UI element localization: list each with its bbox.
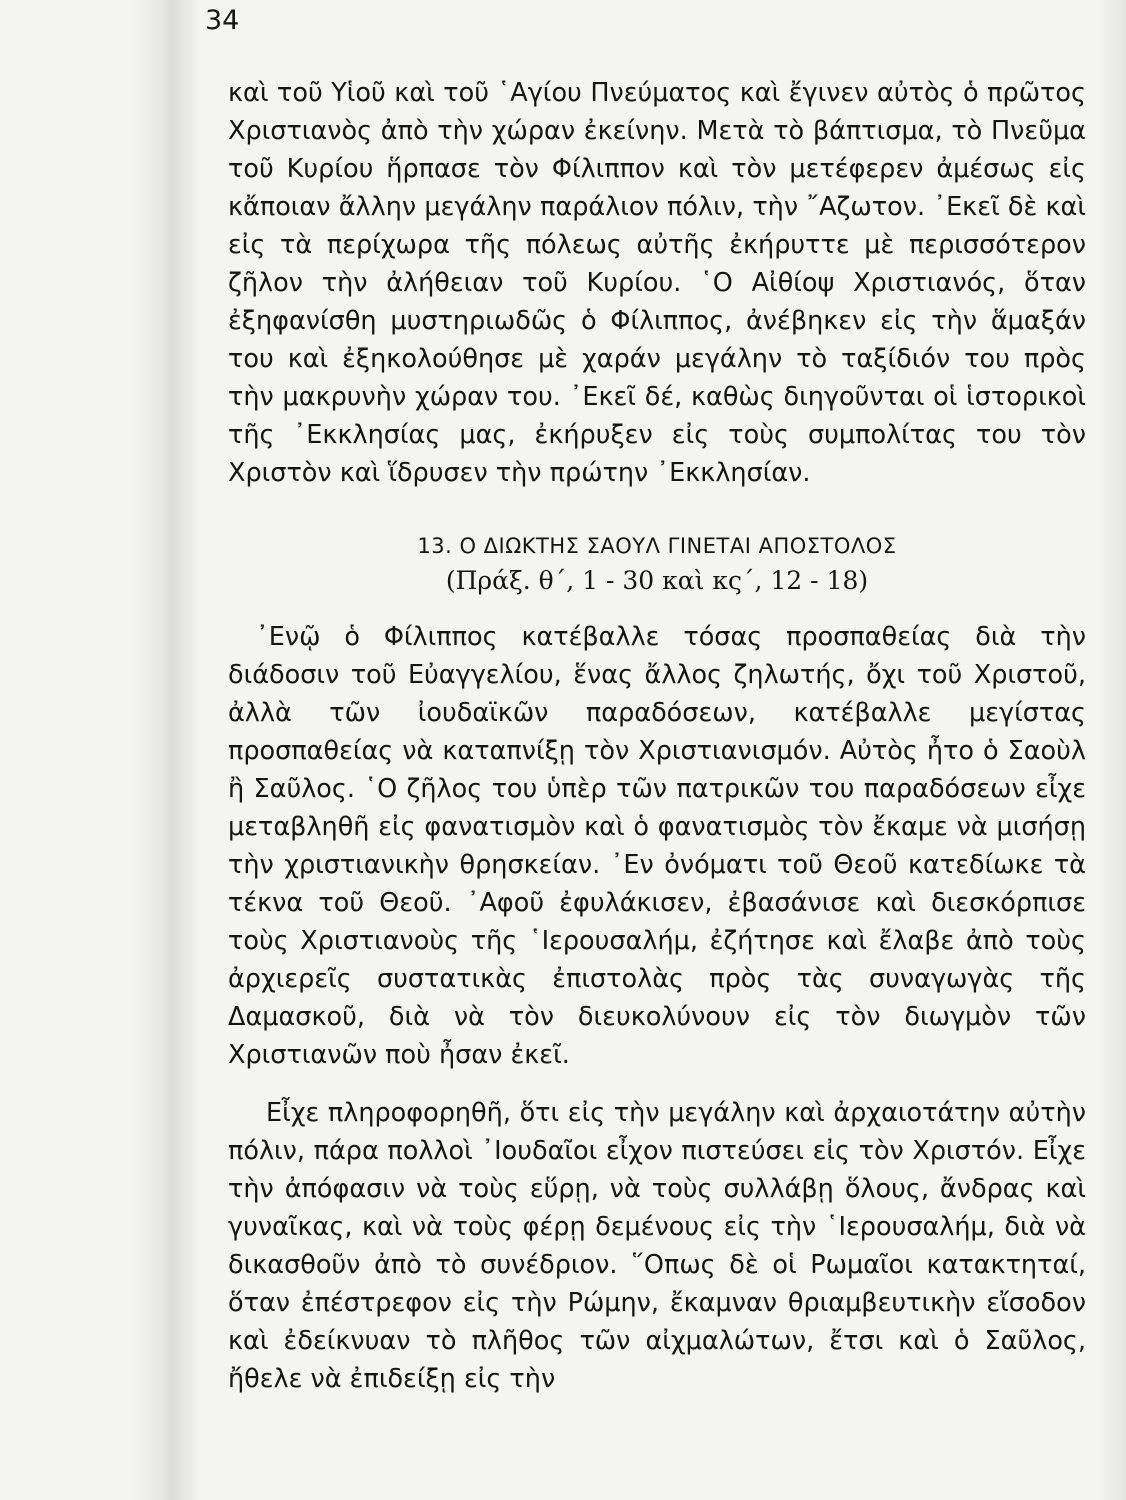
section-heading: 13. Ο ΔΙΩΚΤΗΣ ΣΑΟΥΛ ΓΙΝΕΤΑΙ ΑΠΟΣΤΟΛΟΣ	[417, 534, 897, 558]
paragraph-text: καὶ τοῦ Υἱοῦ καὶ τοῦ ῾Αγίου Πνεύματος καὶ ἔγινεν αὐτὸς ὁ πρῶτος Χριστιανὸς ἀπὸ τὴν χώραν ἐκείνην. Μετὰ τὸ βάπτισμα, τὸ Πνεῦμα τοῦ Κυρίου ἥρπασε τὸν Φίλιππον καὶ τὸν μετέφερεν ἀμέσως εἰς κἄποιαν ἄλλην μεγάλην παράλιον πόλιν, τὴν ῎Αζωτον. ᾿Εκεῖ δὲ καὶ εἰς τὰ περίχωρα τῆς πόλεως αὐτῆς ἐκήρυττε μὲ περισσότερον ζῆλον τὴν ἀλήθειαν τοῦ Κυρίου. ῾Ο Αἰθίοψ Χριστιανός, ὅταν ἐξηφανίσθη μυστηριωδῶς ὁ Φίλιππος, ἀνέβηκεν εἰς τὴν ἅμαξάν του καὶ ἐξηκολούθησε μὲ χαράν μεγάλην τὸ ταξίδιόν του πρὸς τὴν μακρυνὴν χώραν του. ᾿Εκεῖ δέ, καθὼς διηγοῦνται οἱ ἱστορικοὶ τῆς ᾿Εκκλησίας μας, ἐκήρυξεν εἰς τοὺς συμπολίτας του τὸν Χριστὸν καὶ ἵδρυσεν τὴν πρώτην ᾿Εκκλησίαν.	[228, 78, 1086, 488]
section-reference: (Πράξ. θ΄, 1 - 30 καὶ κς΄, 12 - 18)	[445, 566, 869, 595]
paragraph-2	[228, 618, 1086, 1074]
paragraph-text: ᾿Ενῷ ὁ Φίλιππος κατέβαλλε τόσας προσπαθείας διὰ τὴν διάδοσιν τοῦ Εὐαγγελίου, ἕνας ἄλλος ζηλωτής, ὄχι τοῦ Χριστοῦ, ἀλλὰ τῶν ἰουδαϊκῶν παραδόσεων, κατέβαλλε μεγίστας προσπαθείας νὰ καταπνίξῃ τὸν Χριστιανισμόν. Αὐτὸς ἦτο ὁ Σαοὺλ ἢ Σαῦλος. ῾Ο ζῆλος του ὑπὲρ τῶν πατρικῶν του παραδόσεων εἶχε μεταβληθῆ εἰς φανατισμὸν καὶ ὁ φανατισμὸς τὸν ἔκαμε νὰ μισήσῃ τὴν χριστιανικὴν θρησκείαν. ᾿Εν ὀνόματι τοῦ Θεοῦ κατεδίωκε τὰ τέκνα τοῦ Θεοῦ. ᾿Αφοῦ ἐφυλάκισεν, ἐβασάνισε καὶ διεσκόρπισε τοὺς Χριστιανοὺς τῆς ῾Ιερουσαλήμ, ἐζήτησε καὶ ἔλαβε ἀπὸ τοὺς ἀρχιερεῖς συστατικὰς ἐπιστολὰς πρὸς τὰς συναγωγὰς τῆς Δαμασκοῦ, διὰ νὰ τὸν διευκολύνουν εἰς τὸν διωγμὸν τῶν Χριστιανῶν ποὺ ἦσαν ἐκεῖ.	[228, 622, 1086, 1070]
paragraph-3	[228, 1094, 1086, 1398]
page-edge-shadow	[1096, 0, 1126, 1500]
page-number: 34	[205, 5, 240, 36]
paragraph-text: Εἶχε πληροφορηθῆ, ὅτι εἰς τὴν μεγάλην καὶ ἀρχαιοτάτην αὐτὴν πόλιν, πάρα πολλοὶ ᾿Ιουδαῖοι εἶχον πιστεύσει εἰς τὸν Χριστόν. Εἶχε τὴν ἀπόφασιν νὰ τοὺς εὕρῃ, νὰ τοὺς συλλάβῃ ὅλους, ἄνδρας καὶ γυναῖκας, καὶ νὰ τοὺς φέρῃ δεμένους εἰς τὴν ῾Ιερουσαλήμ, διὰ νὰ δικασθοῦν ἀπὸ τὸ συνέδριον. ῞Οπως δὲ οἱ Ρωμαῖοι κατακτηταί, ὅταν ἐπέστρεφον εἰς τὴν Ρώμην, ἔκαμναν θριαμβευτικὴν εἴσοδον καὶ ἐδείκνυαν τὸ πλῆθος τῶν αἰχμαλώτων, ἔτσι καὶ ὁ Σαῦλος, ἤθελε νὰ ἐπιδείξῃ εἰς τὴν	[228, 1098, 1086, 1394]
page-fold-shadow	[130, 0, 200, 1500]
paragraph-1	[228, 74, 1086, 492]
